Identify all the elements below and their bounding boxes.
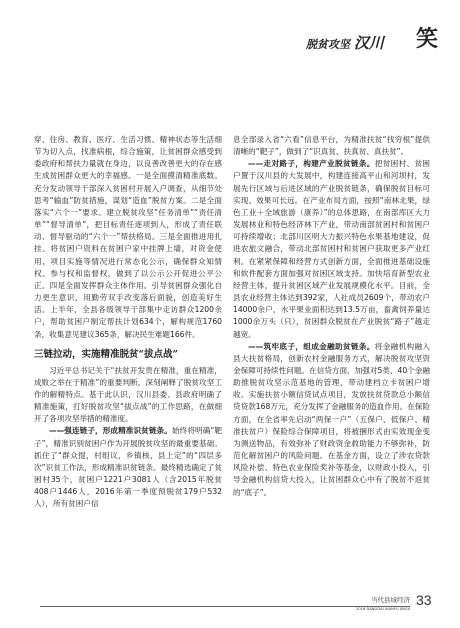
paragraph-text: 将金融机构融入县大扶贫格局，创新农村金融服务方式，解决脱贫攻坚资金保障可持续性问题。在信贷方面，加强对5类、40个金融助推脱贫攻坚示范基地的管理，带动建档立卡贫困户增收。实施扶贫小额信贷试点项目，发放扶贫贷款总小额信贷贷款168万元，充分发挥了金融服务的造血作用。在保险方面，在全省率先启动“两保一户”（五保户、低保户、精准扶贫户）保险综合保障项目，将被捆形式由实效现金变为测送物品，有效弥补了财政资金救助能力不够弥补，防范化解贫困户的风险问题。在基金方面，设立了涉农贷款风险补偿、特色农业保险奖补等基金，以财政小投入，引导金融机构信贷大投入，让贫困群众心中有了脱贫不返贫的“底子”。 [233,341,431,497]
paragraph: 习近平总书记关于“扶贫开发贵在精准，重在精准，成败之举在于精准”的重要判断，深刻阐释了脱贫攻坚工作的解精特点。基于此认识，汉川县委、县政府明确了精准施策，打好脱贫攻坚“拔点战”的工作思路，在做细开了各项攻坚举措的精准度。 [34,365,222,424]
right-column [233,134,430,499]
calligraphy-mark: 笑 [415,26,438,52]
paragraph-text: 始终将明确“靶子”，精准识别贫困户作为开展脱贫攻坚的最重要基础。抓住了“群众提，村组议，乡镇核，县上定”的“四层多次”识贫工作法，形成精准识贫链条。最终精选确定了贫困村35个，贫困户1221户3081人（含2015年脱贫408户1446人，2016年第一季度预脱贫179户532人），所有贫困户信 [34,426,223,509]
magazine-name: 当代县域经济 [370,596,410,604]
paragraph: 息全部录入省“六看”信息平台，为精准扶贫“找穷根”提供清晰的“靶子”，做到了“识真贫、扶真贫、真扶贫”。 [233,135,430,157]
subheading: ——强连链子，形成精准识贫链条。 [49,426,172,436]
paragraph: 穿、住房、教育、医疗、生活习惯、精神状态等生活细节为切入点，找准病根，综合施策，让贫困群众感受到委政府和帮扶力量就在身边，以良善改善更大的存在感生成贫困群众更大的幸福感。一是全面摸清精准底数。充分发动领导干部深入贫困村开展入户调查，从细节处思考“输血”防贫措施，谋划“造血”脱贫方案。二是全面落实“六个一”要求。建立脱贫攻坚“任务清单”“责任清单”“督导清单”，把目标责任逐项到人，形成了责任联动、督导驱动的“六个一”帮扶格局。三是全面推进用扎挂。将贫困户资料在贫困户家中挂牌上墙，对资金使用、项目实施等情况进行常态化公示，确保群众知情权、参与权和监督权，做到了以公示公开促进公平公正。四是全面发挥群众主体作用。引导贫困群众强化自力更生意识，用勤劳双手改变落后面貌，创造美好生活。上半年，全县各级领导干部集中走访群众1200余户，帮助贫困户制定帮扶计划634个，解构规范1760条，收集意见建议365条，解决民生难题166件。 [34,135,222,339]
column-title-small: 脱贫攻坚 [306,38,350,51]
subheading: ——走对路子，构建产业脱贫链条。 [248,159,375,169]
column-title [306,32,384,53]
footer-magazine [356,596,410,614]
paragraph-text: 把贫困村、贫困户置于汉川县的大发展中，构建连接高平山和河坝村，发展先行区域与后进区域的产业脱贫链条，确保脱贫目标可实现、效果可长远。在产业布局方面，按照“南林北果，绿色工业＋全域旅游（康养）”的总体思路，在南部库区大力发展林业和特色经济林下产业，带动南部贫困村和贫困户可持续增收；北部川区明大力振兴特色水果基地建设，促进农旅文融合，带动北部贫困村和贫困户获取更多产业红利。在紧紧保障和经营方式创新方面，全面推进基础设施和软件配套方面加强对贫困区域支持。加快培育新型农业经营主体，提升贫困区域产业发展规模化水平。目前，全县农业经营主体达到392家，人社成员2609个，带动农户14000余户，水平果业面积达到13.5万亩，畜禽饲养量达1000余万头（只），贫困群众脱贫在产业脱贫“路子”越走越宽。 [233,159,431,339]
section-title: 三链拉动，实施精准脱贫“拔点战” [34,348,178,360]
paragraph [233,341,430,499]
footer-divider [40,606,410,607]
column-title-big: 汉川 [353,34,384,52]
page-number: 33 [416,592,432,608]
paragraph [34,425,222,510]
left-column [34,134,222,511]
page-header [306,26,438,54]
subheading: ——筑牢底子，组成金融助贫链条。 [248,341,375,351]
paragraph [233,158,430,340]
magazine-issue: 2016 DANGDAI XIANYU JINGJI [356,607,410,611]
